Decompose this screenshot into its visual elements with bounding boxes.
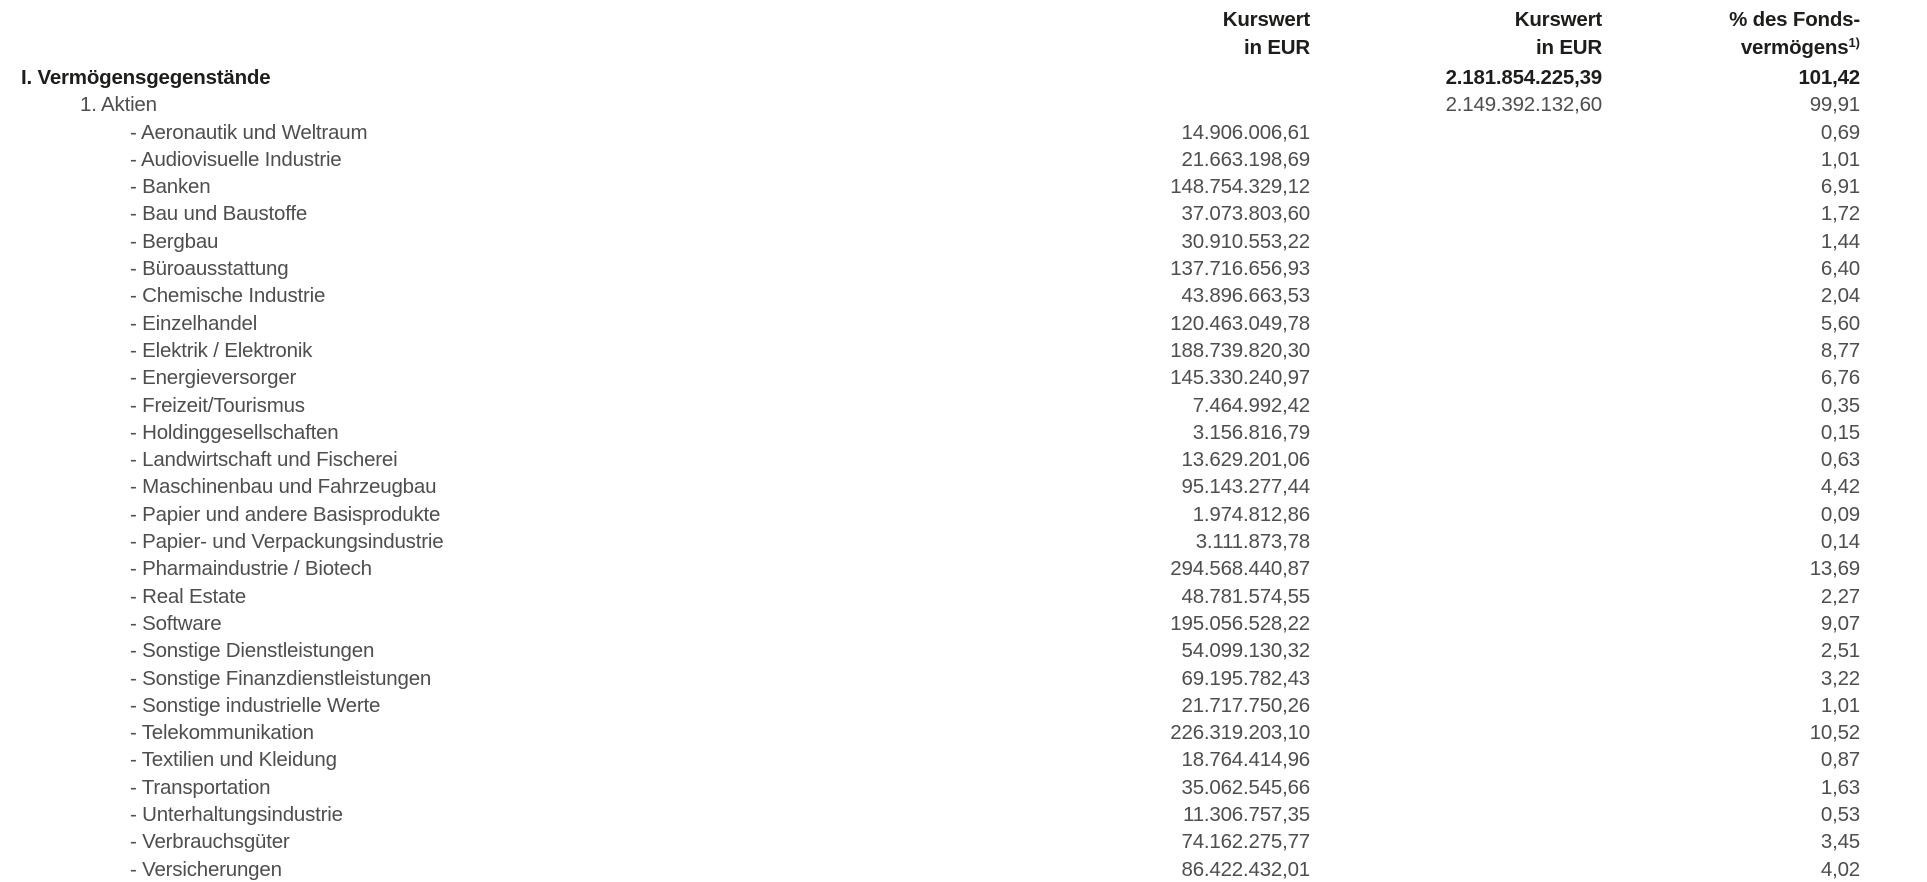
row-label: - Freizeit/Tourismus	[130, 393, 305, 417]
cell-kurswert-1: 95.143.277,44	[1181, 475, 1310, 499]
cell-kurswert-2	[1310, 392, 1602, 419]
row-label: - Papier- und Verpackungsindustrie	[130, 530, 444, 554]
cell-pct-fondsvermoegen: 6,76	[1820, 366, 1860, 390]
table-row	[0, 665, 1860, 692]
col-header-pct-line1: % des Fonds-	[1729, 8, 1860, 31]
row-label: I. Vermögensgegenstände	[21, 66, 271, 89]
col-header-kurswert-1	[1030, 6, 1310, 64]
table-row	[0, 119, 1860, 146]
table-row	[0, 446, 1860, 473]
cell-kurswert-2	[1310, 746, 1602, 773]
cell-kurswert-2	[1310, 282, 1602, 309]
cell-kurswert-1: 86.422.432,01	[1181, 857, 1310, 881]
cell-pct-fondsvermoegen: 2,27	[1820, 584, 1860, 608]
cell-pct-fondsvermoegen: 4,42	[1820, 475, 1860, 499]
table-row	[0, 637, 1860, 664]
row-label: - Pharmaindustrie / Biotech	[130, 557, 372, 581]
cell-kurswert-2	[1310, 610, 1602, 637]
row-label: - Versicherungen	[130, 857, 282, 881]
cell-pct-fondsvermoegen: 0,14	[1820, 530, 1860, 554]
row-label: - Sonstige industrielle Werte	[130, 693, 381, 717]
cell-pct-fondsvermoegen: 0,35	[1820, 393, 1860, 417]
cell-kurswert-1	[1030, 64, 1310, 91]
row-label: - Unterhaltungsindustrie	[130, 803, 343, 827]
table-row	[0, 555, 1860, 582]
table-header-row	[0, 6, 1860, 64]
cell-kurswert-1: 195.056.528,22	[1170, 611, 1310, 635]
cell-pct-fondsvermoegen: 0,69	[1820, 120, 1860, 144]
row-label: - Aeronautik und Weltraum	[130, 120, 368, 144]
cell-pct-fondsvermoegen: 1,63	[1820, 775, 1860, 799]
row-label: - Telekommunikation	[130, 721, 314, 745]
cell-kurswert-2	[1310, 146, 1602, 173]
cell-pct-fondsvermoegen: 4,02	[1820, 857, 1860, 881]
cell-kurswert-1: 69.195.782,43	[1181, 666, 1310, 690]
cell-kurswert-1: 3.156.816,79	[1192, 420, 1310, 444]
cell-pct-fondsvermoegen: 1,01	[1820, 147, 1860, 171]
cell-pct-fondsvermoegen: 99,91	[1809, 93, 1860, 117]
table-row	[0, 473, 1860, 500]
cell-kurswert-1: 21.663.198,69	[1181, 147, 1310, 171]
table-row	[0, 774, 1860, 801]
cell-pct-fondsvermoegen: 1,01	[1820, 693, 1860, 717]
cell-kurswert-2	[1310, 856, 1602, 882]
cell-pct-fondsvermoegen: 9,07	[1820, 611, 1860, 635]
cell-kurswert-1: 7.464.992,42	[1192, 393, 1310, 417]
table-row	[0, 173, 1860, 200]
table-row	[0, 501, 1860, 528]
row-label: - Einzelhandel	[130, 311, 258, 335]
cell-kurswert-2	[1310, 665, 1602, 692]
row-label: - Maschinenbau und Fahrzeugbau	[130, 475, 437, 499]
cell-kurswert-1: 11.306.757,35	[1183, 803, 1310, 827]
cell-kurswert-2	[1310, 473, 1602, 500]
cell-kurswert-1: 18.764.414,96	[1181, 748, 1310, 772]
col-header-pct-fondsvermoegen	[1602, 6, 1860, 64]
row-label: - Banken	[130, 175, 211, 199]
cell-kurswert-1: 43.896.663,53	[1181, 284, 1310, 308]
table-row	[0, 746, 1860, 773]
row-label: - Papier und andere Basisprodukte	[130, 502, 441, 526]
cell-kurswert-2	[1310, 200, 1602, 227]
cell-kurswert-1: 148.754.329,12	[1170, 175, 1310, 199]
cell-kurswert-1	[1030, 91, 1310, 118]
cell-kurswert-2	[1310, 364, 1602, 391]
row-label: - Chemische Industrie	[130, 284, 326, 308]
table-row	[0, 719, 1860, 746]
row-label: - Holdinggesellschaften	[130, 420, 339, 444]
cell-kurswert-1: 74.162.275,77	[1181, 830, 1310, 854]
col-header-kurswert-2	[1310, 6, 1602, 64]
cell-kurswert-2	[1310, 637, 1602, 664]
cell-pct-fondsvermoegen: 3,45	[1820, 830, 1860, 854]
cell-kurswert-1: 37.073.803,60	[1181, 202, 1310, 226]
table-row	[0, 146, 1860, 173]
table-row	[0, 337, 1860, 364]
cell-kurswert-2	[1310, 173, 1602, 200]
row-label: - Textilien und Kleidung	[130, 748, 337, 772]
table-row	[0, 583, 1860, 610]
col-header-kurswert-2-line1: Kurswert	[1514, 8, 1602, 31]
cell-pct-fondsvermoegen: 13,69	[1809, 557, 1860, 581]
cell-kurswert-1: 30.910.553,22	[1181, 229, 1310, 253]
cell-kurswert-2	[1310, 583, 1602, 610]
cell-kurswert-2: 2.181.854.225,39	[1445, 66, 1602, 89]
table-row	[0, 828, 1860, 855]
table-row	[0, 310, 1860, 337]
cell-kurswert-2	[1310, 828, 1602, 855]
cell-kurswert-2	[1310, 555, 1602, 582]
footnote-marker: 1)	[1848, 35, 1860, 50]
row-label: - Real Estate	[130, 584, 246, 608]
table-row	[0, 200, 1860, 227]
table-row	[0, 801, 1860, 828]
cell-pct-fondsvermoegen: 0,09	[1820, 502, 1860, 526]
cell-pct-fondsvermoegen: 6,91	[1820, 175, 1860, 199]
table-row	[0, 610, 1860, 637]
cell-kurswert-1: 226.319.203,10	[1170, 721, 1310, 745]
cell-kurswert-1: 13.629.201,06	[1181, 448, 1310, 472]
row-label: - Büroausstattung	[130, 257, 289, 281]
cell-pct-fondsvermoegen: 5,60	[1820, 311, 1860, 335]
cell-kurswert-2	[1310, 446, 1602, 473]
cell-kurswert-2	[1310, 419, 1602, 446]
cell-pct-fondsvermoegen: 6,40	[1820, 257, 1860, 281]
cell-pct-fondsvermoegen: 10,52	[1809, 721, 1860, 745]
col-header-kurswert-1-line1: Kurswert	[1222, 8, 1310, 31]
row-label: - Verbrauchsgüter	[130, 830, 290, 854]
col-header-pct-line2: vermögens$^{1)}$	[1740, 35, 1860, 59]
cell-kurswert-1: 1.974.812,86	[1192, 502, 1310, 526]
cell-kurswert-2	[1310, 801, 1602, 828]
cell-kurswert-1: 188.739.820,30	[1170, 338, 1310, 362]
cell-kurswert-1: 48.781.574,55	[1181, 584, 1310, 608]
row-label: - Sonstige Dienstleistungen	[130, 639, 375, 663]
row-label: - Software	[130, 611, 222, 635]
table-row	[0, 228, 1860, 255]
cell-kurswert-1: 21.717.750,26	[1181, 693, 1310, 717]
cell-kurswert-1: 3.111.873,78	[1195, 530, 1310, 554]
cell-kurswert-1: 137.716.656,93	[1170, 257, 1310, 281]
cell-kurswert-2	[1310, 337, 1602, 364]
cell-kurswert-2	[1310, 310, 1602, 337]
cell-pct-fondsvermoegen: 2,04	[1820, 284, 1860, 308]
row-label: - Sonstige Finanzdienstleistungen	[130, 666, 432, 690]
row-label: - Energieversorger	[130, 366, 297, 390]
table-row	[0, 392, 1860, 419]
cell-kurswert-2	[1310, 228, 1602, 255]
cell-pct-fondsvermoegen: 8,77	[1820, 338, 1860, 362]
cell-kurswert-2: 2.149.392.132,60	[1445, 93, 1602, 117]
cell-kurswert-2	[1310, 692, 1602, 719]
cell-pct-fondsvermoegen: 1,44	[1820, 229, 1860, 253]
cell-pct-fondsvermoegen: 0,15	[1820, 420, 1860, 444]
cell-kurswert-2	[1310, 501, 1602, 528]
cell-kurswert-1: 35.062.545,66	[1181, 775, 1310, 799]
table-row	[0, 282, 1860, 309]
row-label: - Audiovisuelle Industrie	[130, 147, 342, 171]
table-row	[0, 856, 1860, 882]
cell-kurswert-2	[1310, 719, 1602, 746]
col-header-empty	[0, 6, 1030, 64]
cell-kurswert-1: 120.463.049,78	[1170, 311, 1310, 335]
col-header-kurswert-2-line2: in EUR	[1536, 36, 1602, 59]
table-body	[0, 64, 1927, 882]
cell-pct-fondsvermoegen: 0,87	[1820, 748, 1860, 772]
table-row	[0, 91, 1860, 118]
row-label: - Bergbau	[130, 229, 219, 253]
cell-pct-fondsvermoegen: 2,51	[1820, 639, 1860, 663]
cell-pct-fondsvermoegen: 0,63	[1820, 448, 1860, 472]
row-label: - Elektrik / Elektronik	[130, 338, 313, 362]
table-row	[0, 419, 1860, 446]
table-row	[0, 255, 1860, 282]
cell-kurswert-1: 294.568.440,87	[1170, 557, 1310, 581]
cell-pct-fondsvermoegen: 3,22	[1820, 666, 1860, 690]
cell-pct-fondsvermoegen: 1,72	[1820, 202, 1860, 226]
cell-kurswert-2	[1310, 255, 1602, 282]
cell-kurswert-2	[1310, 528, 1602, 555]
table-row	[0, 692, 1860, 719]
row-label: - Transportation	[130, 775, 271, 799]
cell-kurswert-1: 54.099.130,32	[1181, 639, 1310, 663]
row-label: 1. Aktien	[80, 93, 157, 117]
table-row	[0, 64, 1860, 91]
cell-kurswert-2	[1310, 119, 1602, 146]
table-row	[0, 528, 1860, 555]
cell-pct-fondsvermoegen: 0,53	[1820, 803, 1860, 827]
table-row	[0, 364, 1860, 391]
cell-kurswert-2	[1310, 774, 1602, 801]
col-header-kurswert-1-line2: in EUR	[1244, 36, 1310, 59]
cell-pct-fondsvermoegen: 101,42	[1798, 66, 1860, 89]
cell-kurswert-1: 145.330.240,97	[1170, 366, 1310, 390]
cell-kurswert-1: 14.906.006,61	[1181, 120, 1310, 144]
row-label: - Bau und Baustoffe	[130, 202, 308, 226]
row-label: - Landwirtschaft und Fischerei	[130, 448, 398, 472]
